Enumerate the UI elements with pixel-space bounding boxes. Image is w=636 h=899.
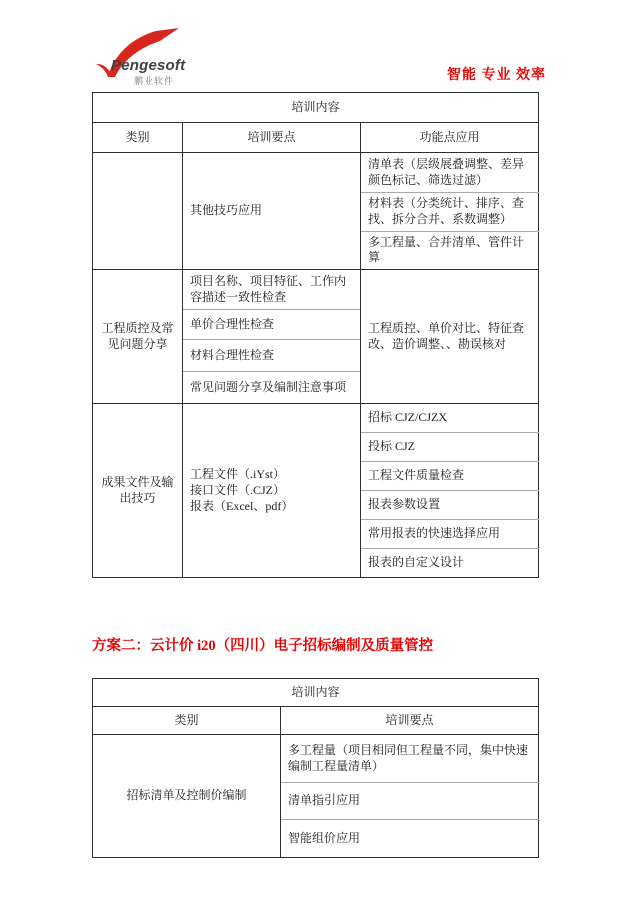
point-line: 接口文件（.CJZ） (190, 482, 286, 497)
pengesoft-logo (94, 28, 214, 86)
column-header-points: 培训要点 (183, 123, 361, 153)
function-cell: 工程质控、单价对比、特征查改、造价调整、、勘误核对 (361, 270, 539, 404)
function-cell: 清单表（层级展叠调整、差异颜色标记、筛选过滤） (361, 153, 539, 193)
point-cell: 智能组价应用 (281, 820, 539, 858)
page-header (92, 0, 546, 92)
function-cell: 多工程量、合并清单、管件计算 (361, 231, 539, 270)
point-cell: 清单指引应用 (281, 783, 539, 820)
point-cell: 单价合理性检查 (183, 310, 361, 340)
category-cell: 成果文件及输出技巧 (93, 404, 183, 578)
scheme1-training-table (92, 92, 539, 578)
point-cell (183, 404, 361, 578)
column-header-category: 类别 (93, 123, 183, 153)
point-cell: 多工程量（项目相同但工程量不同，集中快速编制工程量清单） (281, 735, 539, 783)
scheme2-training-table (92, 678, 539, 858)
function-cell: 招标 CJZ/CJZX (361, 404, 539, 433)
table-title: 培训内容 (93, 93, 539, 123)
brand-slogan: 智能 专业 效率 (447, 68, 546, 83)
point-cell: 其他技巧应用 (183, 153, 361, 270)
function-cell: 常用报表的快速选择应用 (361, 520, 539, 549)
logo-chinese-name: 鹏业软件 (134, 76, 175, 86)
category-cell (93, 153, 183, 270)
point-cell: 材料合理性检查 (183, 340, 361, 372)
point-cell: 项目名称、项目特征、工作内容描述一致性检查 (183, 270, 361, 310)
function-cell: 材料表（分类统计、排序、查找、拆分合并、系数调整） (361, 193, 539, 232)
function-cell: 报表的自定义设计 (361, 549, 539, 578)
function-cell: 工程文件质量检查 (361, 462, 539, 491)
logo-wordmark: Pengesoft (111, 57, 186, 74)
column-header-functions: 功能点应用 (361, 123, 539, 153)
function-cell: 报表参数设置 (361, 491, 539, 520)
column-header-category: 类别 (93, 707, 281, 735)
category-cell: 工程质控及常见问题分享 (93, 270, 183, 404)
point-cell: 常见问题分享及编制注意事项 (183, 372, 361, 404)
table-title: 培训内容 (93, 679, 539, 707)
function-cell: 投标 CJZ (361, 433, 539, 462)
scheme2-heading: 方案二：云计价 i20（四川）电子招标编制及质量管控 (92, 638, 434, 655)
column-header-points: 培训要点 (281, 707, 539, 735)
point-line: 报表（Excel、pdf） (190, 498, 294, 513)
point-line: 工程文件（.iYst） (190, 467, 286, 482)
category-cell: 招标清单及控制价编制 (93, 735, 281, 858)
